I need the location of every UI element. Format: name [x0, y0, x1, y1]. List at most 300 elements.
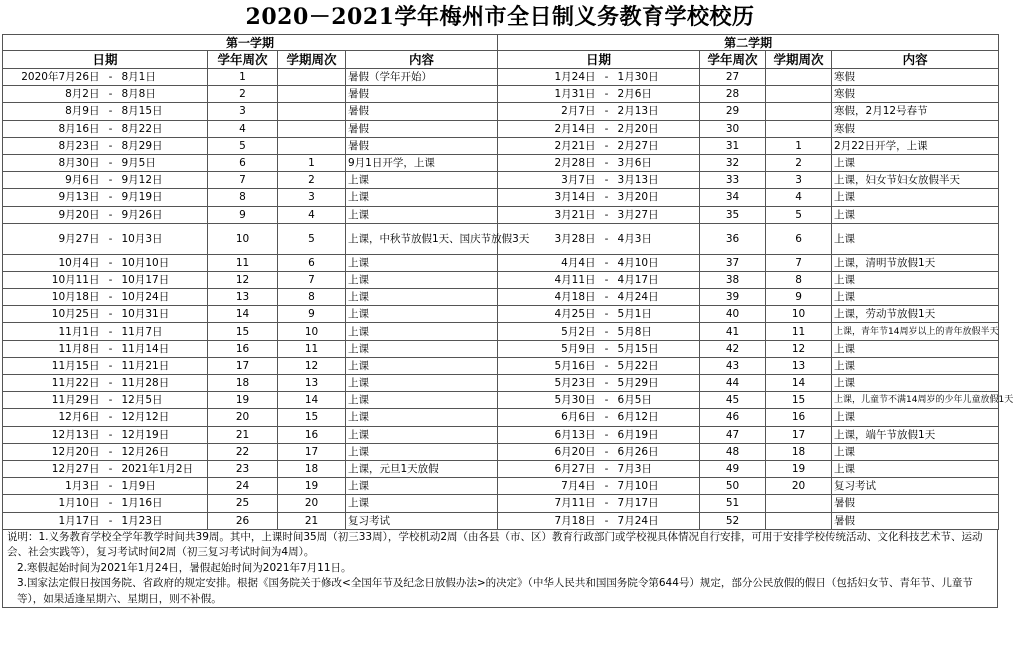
- start-date-cell: 12月6日: [3, 409, 102, 426]
- table-row: [3, 392, 999, 409]
- semester-second-label: 第二学期: [498, 35, 999, 51]
- date-separator-cell: -: [102, 223, 120, 254]
- start-date-cell: 1月31日: [498, 86, 598, 103]
- year-week-cell: 17: [208, 357, 278, 374]
- term-week-cell: 8: [766, 271, 832, 288]
- start-date-cell: 8月16日: [3, 120, 102, 137]
- end-date-cell: 9月19日: [120, 189, 208, 206]
- table-row: [3, 306, 999, 323]
- year-week-cell: 31: [700, 137, 766, 154]
- semester-first-label: 第一学期: [3, 35, 498, 51]
- end-date-cell: 2月20日: [616, 120, 700, 137]
- end-date-cell: 3月6日: [616, 154, 700, 171]
- end-date-cell: 5月29日: [616, 375, 700, 392]
- end-date-cell: 10月3日: [120, 223, 208, 254]
- year-week-cell: 16: [208, 340, 278, 357]
- year-week-cell: 38: [700, 271, 766, 288]
- table-row: [3, 103, 999, 120]
- start-date-cell: 3月21日: [498, 206, 598, 223]
- term-week-cell: 9: [278, 306, 346, 323]
- end-date-cell: 6月19日: [616, 426, 700, 443]
- end-date-cell: 12月12日: [120, 409, 208, 426]
- content-cell: 上课: [832, 340, 999, 357]
- header-term-week: 学期周次: [278, 51, 346, 69]
- term-week-cell: 21: [278, 512, 346, 529]
- date-separator-cell: -: [598, 460, 616, 477]
- end-date-cell: 3月20日: [616, 189, 700, 206]
- content-cell: 暑假: [832, 512, 999, 529]
- column-header-row: [3, 51, 999, 69]
- content-cell: 上课: [346, 206, 498, 223]
- note-1: 说明：1.义务教育学校全学年教学时间共39周。其中，上课时间35周（初三33周），学校机动2周（由各县（市、区）教育行政部门或学校视具体情况自行安排，可用于安排学校传统活动、文化科技艺术节、运动会、社会实践等），复习考试时间2周（初三复习考试时间为4周）。: [7, 530, 983, 559]
- date-separator-cell: -: [102, 306, 120, 323]
- start-date-cell: 4月18日: [498, 289, 598, 306]
- year-week-cell: 21: [208, 426, 278, 443]
- date-separator-cell: -: [102, 189, 120, 206]
- end-date-cell: 4月24日: [616, 289, 700, 306]
- date-separator-cell: -: [598, 306, 616, 323]
- year-week-cell: 49: [700, 460, 766, 477]
- start-date-cell: 7月4日: [498, 478, 598, 495]
- year-week-cell: 29: [700, 103, 766, 120]
- year-week-cell: 47: [700, 426, 766, 443]
- content-cell: 上课: [346, 271, 498, 288]
- year-week-cell: 15: [208, 323, 278, 340]
- end-date-cell: 3月27日: [616, 206, 700, 223]
- term-week-cell: [278, 137, 346, 154]
- term-week-cell: 17: [766, 426, 832, 443]
- date-separator-cell: -: [598, 137, 616, 154]
- start-date-cell: 2月21日: [498, 137, 598, 154]
- content-cell: 上课: [832, 223, 999, 254]
- start-date-cell: 5月23日: [498, 375, 598, 392]
- term-week-cell: [766, 69, 832, 86]
- start-date-cell: 11月8日: [3, 340, 102, 357]
- term-week-cell: 18: [766, 443, 832, 460]
- end-date-cell: 2021年1月2日: [120, 460, 208, 477]
- table-row: [3, 443, 999, 460]
- start-date-cell: 3月28日: [498, 223, 598, 254]
- year-week-cell: 22: [208, 443, 278, 460]
- term-week-cell: 15: [278, 409, 346, 426]
- term-week-cell: 13: [766, 357, 832, 374]
- content-cell: 2月22日开学，上课: [832, 137, 999, 154]
- year-week-cell: 14: [208, 306, 278, 323]
- term-week-cell: [278, 103, 346, 120]
- term-week-cell: 14: [766, 375, 832, 392]
- table-row: [3, 512, 999, 529]
- table-row: [3, 223, 999, 254]
- date-separator-cell: -: [102, 409, 120, 426]
- term-week-cell: [766, 86, 832, 103]
- header-year-week: 学年周次: [700, 51, 766, 69]
- start-date-cell: 6月20日: [498, 443, 598, 460]
- content-cell: 暑假: [832, 495, 999, 512]
- date-separator-cell: -: [102, 392, 120, 409]
- term-week-cell: 16: [278, 426, 346, 443]
- start-date-cell: 6月27日: [498, 460, 598, 477]
- date-separator-cell: -: [102, 137, 120, 154]
- date-separator-cell: -: [102, 254, 120, 271]
- end-date-cell: 1月23日: [120, 512, 208, 529]
- year-week-cell: 12: [208, 271, 278, 288]
- term-week-cell: 19: [278, 478, 346, 495]
- date-separator-cell: -: [598, 357, 616, 374]
- content-cell: 上课: [832, 460, 999, 477]
- start-date-cell: 11月29日: [3, 392, 102, 409]
- term-week-cell: 7: [278, 271, 346, 288]
- date-separator-cell: -: [598, 172, 616, 189]
- year-week-cell: 3: [208, 103, 278, 120]
- year-week-cell: 2: [208, 86, 278, 103]
- date-separator-cell: -: [102, 340, 120, 357]
- start-date-cell: 11月15日: [3, 357, 102, 374]
- content-cell: 上课: [346, 357, 498, 374]
- start-date-cell: 10月18日: [3, 289, 102, 306]
- start-date-cell: 7月18日: [498, 512, 598, 529]
- year-week-cell: 48: [700, 443, 766, 460]
- start-date-cell: 2020年7月26日: [3, 69, 102, 86]
- content-cell: 复习考试: [832, 478, 999, 495]
- term-week-cell: 6: [766, 223, 832, 254]
- start-date-cell: 5月30日: [498, 392, 598, 409]
- date-separator-cell: -: [102, 103, 120, 120]
- end-date-cell: 11月14日: [120, 340, 208, 357]
- start-date-cell: 11月1日: [3, 323, 102, 340]
- year-week-cell: 43: [700, 357, 766, 374]
- end-date-cell: 2月13日: [616, 103, 700, 120]
- date-separator-cell: -: [102, 357, 120, 374]
- start-date-cell: 10月25日: [3, 306, 102, 323]
- year-week-cell: 34: [700, 189, 766, 206]
- table-row: [3, 375, 999, 392]
- date-separator-cell: -: [598, 512, 616, 529]
- content-cell: 上课，劳动节放假1天: [832, 306, 999, 323]
- table-row: [3, 254, 999, 271]
- term-week-cell: [766, 120, 832, 137]
- term-week-cell: 15: [766, 392, 832, 409]
- end-date-cell: 5月22日: [616, 357, 700, 374]
- end-date-cell: 1月16日: [120, 495, 208, 512]
- date-separator-cell: -: [102, 154, 120, 171]
- end-date-cell: 5月1日: [616, 306, 700, 323]
- year-week-cell: 20: [208, 409, 278, 426]
- start-date-cell: 8月23日: [3, 137, 102, 154]
- start-date-cell: 9月13日: [3, 189, 102, 206]
- content-cell: 寒假: [832, 86, 999, 103]
- start-date-cell: 4月4日: [498, 254, 598, 271]
- date-separator-cell: -: [102, 69, 120, 86]
- term-week-cell: [766, 103, 832, 120]
- end-date-cell: 9月26日: [120, 206, 208, 223]
- header-term-week: 学期周次: [766, 51, 832, 69]
- term-week-cell: 14: [278, 392, 346, 409]
- year-week-cell: 24: [208, 478, 278, 495]
- start-date-cell: 4月25日: [498, 306, 598, 323]
- date-separator-cell: -: [598, 189, 616, 206]
- content-cell: 上课: [832, 375, 999, 392]
- content-cell: 上课: [832, 357, 999, 374]
- start-date-cell: 9月6日: [3, 172, 102, 189]
- term-week-cell: 2: [766, 154, 832, 171]
- year-week-cell: 32: [700, 154, 766, 171]
- table-row: [3, 357, 999, 374]
- term-week-cell: 16: [766, 409, 832, 426]
- end-date-cell: 4月10日: [616, 254, 700, 271]
- start-date-cell: 10月4日: [3, 254, 102, 271]
- year-week-cell: 45: [700, 392, 766, 409]
- date-separator-cell: -: [102, 86, 120, 103]
- date-separator-cell: -: [598, 206, 616, 223]
- table-row: [3, 426, 999, 443]
- content-cell: 上课: [346, 495, 498, 512]
- table-row: [3, 271, 999, 288]
- end-date-cell: 8月22日: [120, 120, 208, 137]
- end-date-cell: 2月27日: [616, 137, 700, 154]
- table-row: [3, 86, 999, 103]
- date-separator-cell: -: [102, 120, 120, 137]
- date-separator-cell: -: [598, 323, 616, 340]
- term-week-cell: 1: [278, 154, 346, 171]
- end-date-cell: 10月10日: [120, 254, 208, 271]
- content-cell: 上课: [346, 409, 498, 426]
- year-week-cell: 42: [700, 340, 766, 357]
- year-week-cell: 5: [208, 137, 278, 154]
- end-date-cell: 10月24日: [120, 289, 208, 306]
- content-cell: 9月1日开学，上课: [346, 154, 498, 171]
- year-week-cell: 19: [208, 392, 278, 409]
- table-row: [3, 69, 999, 86]
- term-week-cell: [278, 86, 346, 103]
- content-cell: 上课: [346, 375, 498, 392]
- page-title: 2020－2021学年梅州市全日制义务教育学校校历: [245, 4, 755, 30]
- table-row: [3, 460, 999, 477]
- content-cell: 上课: [346, 426, 498, 443]
- start-date-cell: 12月20日: [3, 443, 102, 460]
- content-cell: 上课: [346, 254, 498, 271]
- year-week-cell: 9: [208, 206, 278, 223]
- content-cell: 上课，端午节放假1天: [832, 426, 999, 443]
- date-separator-cell: -: [102, 375, 120, 392]
- content-cell: 寒假: [832, 120, 999, 137]
- term-week-cell: 9: [766, 289, 832, 306]
- start-date-cell: 1月3日: [3, 478, 102, 495]
- date-separator-cell: -: [598, 289, 616, 306]
- date-separator-cell: -: [598, 409, 616, 426]
- start-date-cell: 3月14日: [498, 189, 598, 206]
- content-cell: 上课: [832, 409, 999, 426]
- content-cell: 上课: [346, 306, 498, 323]
- start-date-cell: 4月11日: [498, 271, 598, 288]
- table-row: [3, 120, 999, 137]
- end-date-cell: 7月10日: [616, 478, 700, 495]
- start-date-cell: 2月14日: [498, 120, 598, 137]
- end-date-cell: 1月9日: [120, 478, 208, 495]
- term-week-cell: 19: [766, 460, 832, 477]
- term-week-cell: 12: [278, 357, 346, 374]
- year-week-cell: 7: [208, 172, 278, 189]
- start-date-cell: 8月30日: [3, 154, 102, 171]
- year-week-cell: 51: [700, 495, 766, 512]
- content-cell: 上课: [832, 189, 999, 206]
- term-week-cell: 2: [278, 172, 346, 189]
- term-week-cell: 11: [766, 323, 832, 340]
- content-cell: 寒假，2月12号春节: [832, 103, 999, 120]
- start-date-cell: 11月22日: [3, 375, 102, 392]
- year-week-cell: 41: [700, 323, 766, 340]
- date-separator-cell: -: [598, 495, 616, 512]
- term-week-cell: 4: [278, 206, 346, 223]
- content-cell: 上课: [346, 289, 498, 306]
- content-cell: 上课: [346, 340, 498, 357]
- content-cell: 上课，儿童节不满14周岁的少年儿童放假1天: [832, 392, 999, 409]
- table-row: [3, 172, 999, 189]
- start-date-cell: 1月24日: [498, 69, 598, 86]
- end-date-cell: 12月26日: [120, 443, 208, 460]
- start-date-cell: 10月11日: [3, 271, 102, 288]
- calendar-document: [2, 0, 1013, 608]
- year-week-cell: 13: [208, 289, 278, 306]
- content-cell: 上课，青年节14周岁以上的青年放假半天: [832, 323, 999, 340]
- end-date-cell: 2月6日: [616, 86, 700, 103]
- content-cell: 上课: [346, 323, 498, 340]
- table-row: [3, 189, 999, 206]
- year-week-cell: 8: [208, 189, 278, 206]
- year-week-cell: 10: [208, 223, 278, 254]
- header-content: 内容: [346, 51, 498, 69]
- content-cell: 上课: [832, 289, 999, 306]
- term-week-cell: [766, 512, 832, 529]
- date-separator-cell: -: [598, 340, 616, 357]
- date-separator-cell: -: [102, 289, 120, 306]
- end-date-cell: 6月5日: [616, 392, 700, 409]
- table-row: [3, 154, 999, 171]
- date-separator-cell: -: [102, 512, 120, 529]
- end-date-cell: 1月30日: [616, 69, 700, 86]
- date-separator-cell: -: [598, 86, 616, 103]
- content-cell: 上课: [832, 154, 999, 171]
- term-week-cell: [278, 120, 346, 137]
- term-week-cell: [766, 495, 832, 512]
- year-week-cell: 6: [208, 154, 278, 171]
- notes-section: [2, 530, 998, 609]
- date-separator-cell: -: [102, 478, 120, 495]
- end-date-cell: 11月21日: [120, 357, 208, 374]
- end-date-cell: 4月17日: [616, 271, 700, 288]
- content-cell: 暑假: [346, 120, 498, 137]
- end-date-cell: 3月13日: [616, 172, 700, 189]
- date-separator-cell: -: [598, 120, 616, 137]
- end-date-cell: 9月12日: [120, 172, 208, 189]
- start-date-cell: 2月28日: [498, 154, 598, 171]
- year-week-cell: 52: [700, 512, 766, 529]
- year-week-cell: 33: [700, 172, 766, 189]
- term-week-cell: 8: [278, 289, 346, 306]
- end-date-cell: 8月8日: [120, 86, 208, 103]
- content-cell: 上课: [346, 172, 498, 189]
- end-date-cell: 5月8日: [616, 323, 700, 340]
- note-2: 2.寒假起始时间为2021年1月24日，暑假起始时间为2021年7月11日。: [17, 561, 352, 574]
- content-cell: 上课，中秋节放假1天、国庆节放假3天: [346, 223, 498, 254]
- date-separator-cell: -: [102, 495, 120, 512]
- table-row: [3, 137, 999, 154]
- term-week-cell: 3: [766, 172, 832, 189]
- year-week-cell: 4: [208, 120, 278, 137]
- date-separator-cell: -: [598, 426, 616, 443]
- date-separator-cell: -: [102, 323, 120, 340]
- start-date-cell: 8月2日: [3, 86, 102, 103]
- table-row: [3, 409, 999, 426]
- year-week-cell: 30: [700, 120, 766, 137]
- year-week-cell: 39: [700, 289, 766, 306]
- year-week-cell: 50: [700, 478, 766, 495]
- start-date-cell: 6月13日: [498, 426, 598, 443]
- date-separator-cell: -: [102, 271, 120, 288]
- year-week-cell: 18: [208, 375, 278, 392]
- term-week-cell: 13: [278, 375, 346, 392]
- table-row: [3, 206, 999, 223]
- table-row: [3, 478, 999, 495]
- content-cell: 暑假: [346, 86, 498, 103]
- content-cell: 上课: [346, 443, 498, 460]
- end-date-cell: 8月29日: [120, 137, 208, 154]
- term-week-cell: 20: [766, 478, 832, 495]
- semester-header-row: [3, 35, 999, 51]
- end-date-cell: 5月15日: [616, 340, 700, 357]
- term-week-cell: 12: [766, 340, 832, 357]
- start-date-cell: 9月20日: [3, 206, 102, 223]
- term-week-cell: 3: [278, 189, 346, 206]
- year-week-cell: 35: [700, 206, 766, 223]
- table-row: [3, 495, 999, 512]
- date-separator-cell: -: [598, 375, 616, 392]
- end-date-cell: 10月31日: [120, 306, 208, 323]
- year-week-cell: 25: [208, 495, 278, 512]
- date-separator-cell: -: [598, 103, 616, 120]
- table-row: [3, 323, 999, 340]
- start-date-cell: 12月27日: [3, 460, 102, 477]
- year-week-cell: 46: [700, 409, 766, 426]
- content-cell: 寒假: [832, 69, 999, 86]
- header-date: 日期: [498, 51, 700, 69]
- date-separator-cell: -: [598, 223, 616, 254]
- end-date-cell: 12月19日: [120, 426, 208, 443]
- year-week-cell: 23: [208, 460, 278, 477]
- term-week-cell: 11: [278, 340, 346, 357]
- end-date-cell: 7月24日: [616, 512, 700, 529]
- date-separator-cell: -: [598, 392, 616, 409]
- year-week-cell: 1: [208, 69, 278, 86]
- content-cell: 上课: [832, 443, 999, 460]
- end-date-cell: 12月5日: [120, 392, 208, 409]
- year-week-cell: 28: [700, 86, 766, 103]
- start-date-cell: 7月11日: [498, 495, 598, 512]
- calendar-table: [2, 34, 1013, 530]
- end-date-cell: 9月5日: [120, 154, 208, 171]
- date-separator-cell: -: [102, 460, 120, 477]
- date-separator-cell: -: [102, 206, 120, 223]
- date-separator-cell: -: [598, 478, 616, 495]
- content-cell: 上课: [346, 189, 498, 206]
- header-content: 内容: [832, 51, 999, 69]
- term-week-cell: 6: [278, 254, 346, 271]
- end-date-cell: 10月17日: [120, 271, 208, 288]
- end-date-cell: 6月26日: [616, 443, 700, 460]
- year-week-cell: 44: [700, 375, 766, 392]
- date-separator-cell: -: [598, 271, 616, 288]
- year-week-cell: 40: [700, 306, 766, 323]
- term-week-cell: 10: [278, 323, 346, 340]
